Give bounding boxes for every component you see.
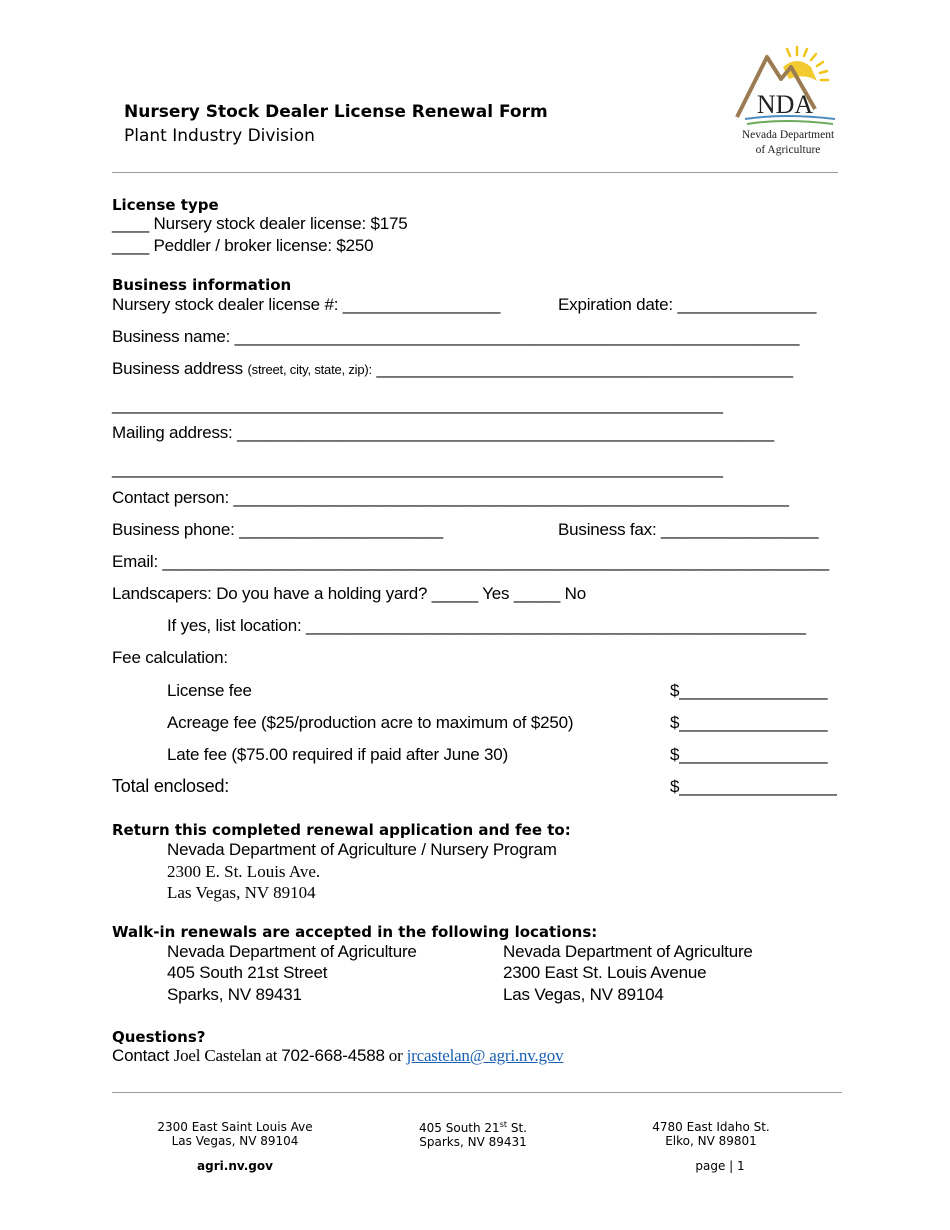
questions-contact xyxy=(112,1046,563,1066)
license-option-dealer[interactable]: ____ Nursery stock dealer license: $175 xyxy=(112,214,408,233)
license-option-peddler[interactable]: ____ Peddler / broker license: $250 xyxy=(112,236,374,255)
nda-logo xyxy=(725,45,845,160)
footer-address-2-line-2: Sparks, NV 89431 xyxy=(419,1135,527,1149)
svg-text:Nevada Department: Nevada Department xyxy=(741,129,835,141)
footer-address-1 xyxy=(135,1120,335,1148)
total-enclosed-label: Total enclosed: xyxy=(112,776,230,796)
business-info-heading: Business information xyxy=(112,276,292,294)
business-address-hint: (street, city, state, zip): xyxy=(247,362,372,377)
acreage-fee-field[interactable]: $________________ xyxy=(670,713,828,732)
page-number: page | 1 xyxy=(695,1159,745,1173)
walkin-left-line-3: Sparks, NV 89431 xyxy=(167,985,302,1004)
header-divider xyxy=(112,172,838,173)
walkin-heading: Walk-in renewals are accepted in the following locations: xyxy=(112,923,598,941)
questions-heading: Questions? xyxy=(112,1028,206,1046)
holding-yard-location-field[interactable]: If yes, list location: ______________________________________________________ xyxy=(167,616,806,635)
business-address-label: Business address xyxy=(112,359,243,378)
form-subtitle: Plant Industry Division xyxy=(124,126,315,146)
walkin-right-line-1: Nevada Department of Agriculture xyxy=(503,942,753,961)
svg-text:NDA: NDA xyxy=(756,90,814,119)
contact-email-link[interactable]: jrcastelan@ agri.nv.gov xyxy=(406,1046,564,1065)
license-fee-label: License fee xyxy=(167,681,252,700)
license-fee-field[interactable]: $________________ xyxy=(670,681,828,700)
walkin-left-line-1: Nevada Department of Agriculture xyxy=(167,942,417,961)
walkin-right-line-2: 2300 East St. Louis Avenue xyxy=(503,963,707,982)
business-name-field[interactable]: Business name: _____________________________________________________________ xyxy=(112,327,800,346)
return-address-line-3: Las Vegas, NV 89104 xyxy=(167,883,316,902)
footer-address-2 xyxy=(373,1120,573,1149)
footer-address-3-line-1: 4780 East Idaho St. xyxy=(652,1120,770,1134)
business-address-line[interactable]: _____________________________________________ xyxy=(376,359,793,378)
footer-address-3-line-2: Elko, NV 89801 xyxy=(665,1134,757,1148)
business-address-field[interactable] xyxy=(112,359,793,379)
walkin-right-line-3: Las Vegas, NV 89104 xyxy=(503,985,664,1004)
late-fee-label: Late fee ($75.00 required if paid after June 30) xyxy=(167,745,509,764)
contact-or: or xyxy=(384,1046,407,1065)
business-fax-field[interactable]: Business fax: _________________ xyxy=(558,520,819,539)
form-title: Nursery Stock Dealer License Renewal Form xyxy=(124,102,548,122)
footer-website[interactable]: agri.nv.gov xyxy=(197,1159,273,1173)
late-fee-field[interactable]: $________________ xyxy=(670,745,828,764)
svg-text:of Agriculture: of Agriculture xyxy=(755,144,821,156)
contact-person-field[interactable]: Contact person: ____________________________________________________________ xyxy=(112,488,789,507)
footer-address-3 xyxy=(611,1120,811,1148)
total-enclosed-field[interactable]: $_________________ xyxy=(670,777,837,796)
contact-prefix: Contact xyxy=(112,1046,174,1065)
holding-yard-question[interactable]: Landscapers: Do you have a holding yard? _____ Yes _____ No xyxy=(112,584,587,603)
walkin-left-line-2: 405 South 21st Street xyxy=(167,963,328,982)
expiration-date-field[interactable]: Expiration date: _______________ xyxy=(558,295,817,314)
return-address-line-1: Nevada Department of Agriculture / Nursery Program xyxy=(167,840,557,859)
acreage-fee-label: Acreage fee ($25/production acre to maximum of $250) xyxy=(167,713,574,732)
contact-at: at xyxy=(261,1046,282,1065)
license-type-heading: License type xyxy=(112,196,219,214)
return-heading: Return this completed renewal application and fee to: xyxy=(112,821,571,839)
footer-address-1-line-1: 2300 East Saint Louis Ave xyxy=(157,1120,313,1134)
business-address-line-2[interactable]: __________________________________________________________________ xyxy=(112,395,723,414)
business-phone-field[interactable]: Business phone: ______________________ xyxy=(112,520,443,539)
email-field[interactable]: Email: ________________________________________________________________________ xyxy=(112,552,829,571)
footer-address-2-line-1: 405 South 21st St. xyxy=(419,1120,527,1135)
footer-address-1-line-2: Las Vegas, NV 89104 xyxy=(171,1134,299,1148)
logo-graphic-icon xyxy=(725,45,845,160)
fee-calculation-heading: Fee calculation: xyxy=(112,648,228,667)
footer-divider xyxy=(112,1092,842,1093)
mailing-address-line-2[interactable]: __________________________________________________________________ xyxy=(112,459,723,478)
contact-name: Joel Castelan xyxy=(173,1046,262,1065)
return-address-line-2: 2300 E. St. Louis Ave. xyxy=(167,862,321,881)
mailing-address-field[interactable]: Mailing address: __________________________________________________________ xyxy=(112,423,774,442)
contact-phone: 702-668-4588 xyxy=(281,1046,385,1065)
license-number-field[interactable]: Nursery stock dealer license #: _________________ xyxy=(112,295,501,314)
